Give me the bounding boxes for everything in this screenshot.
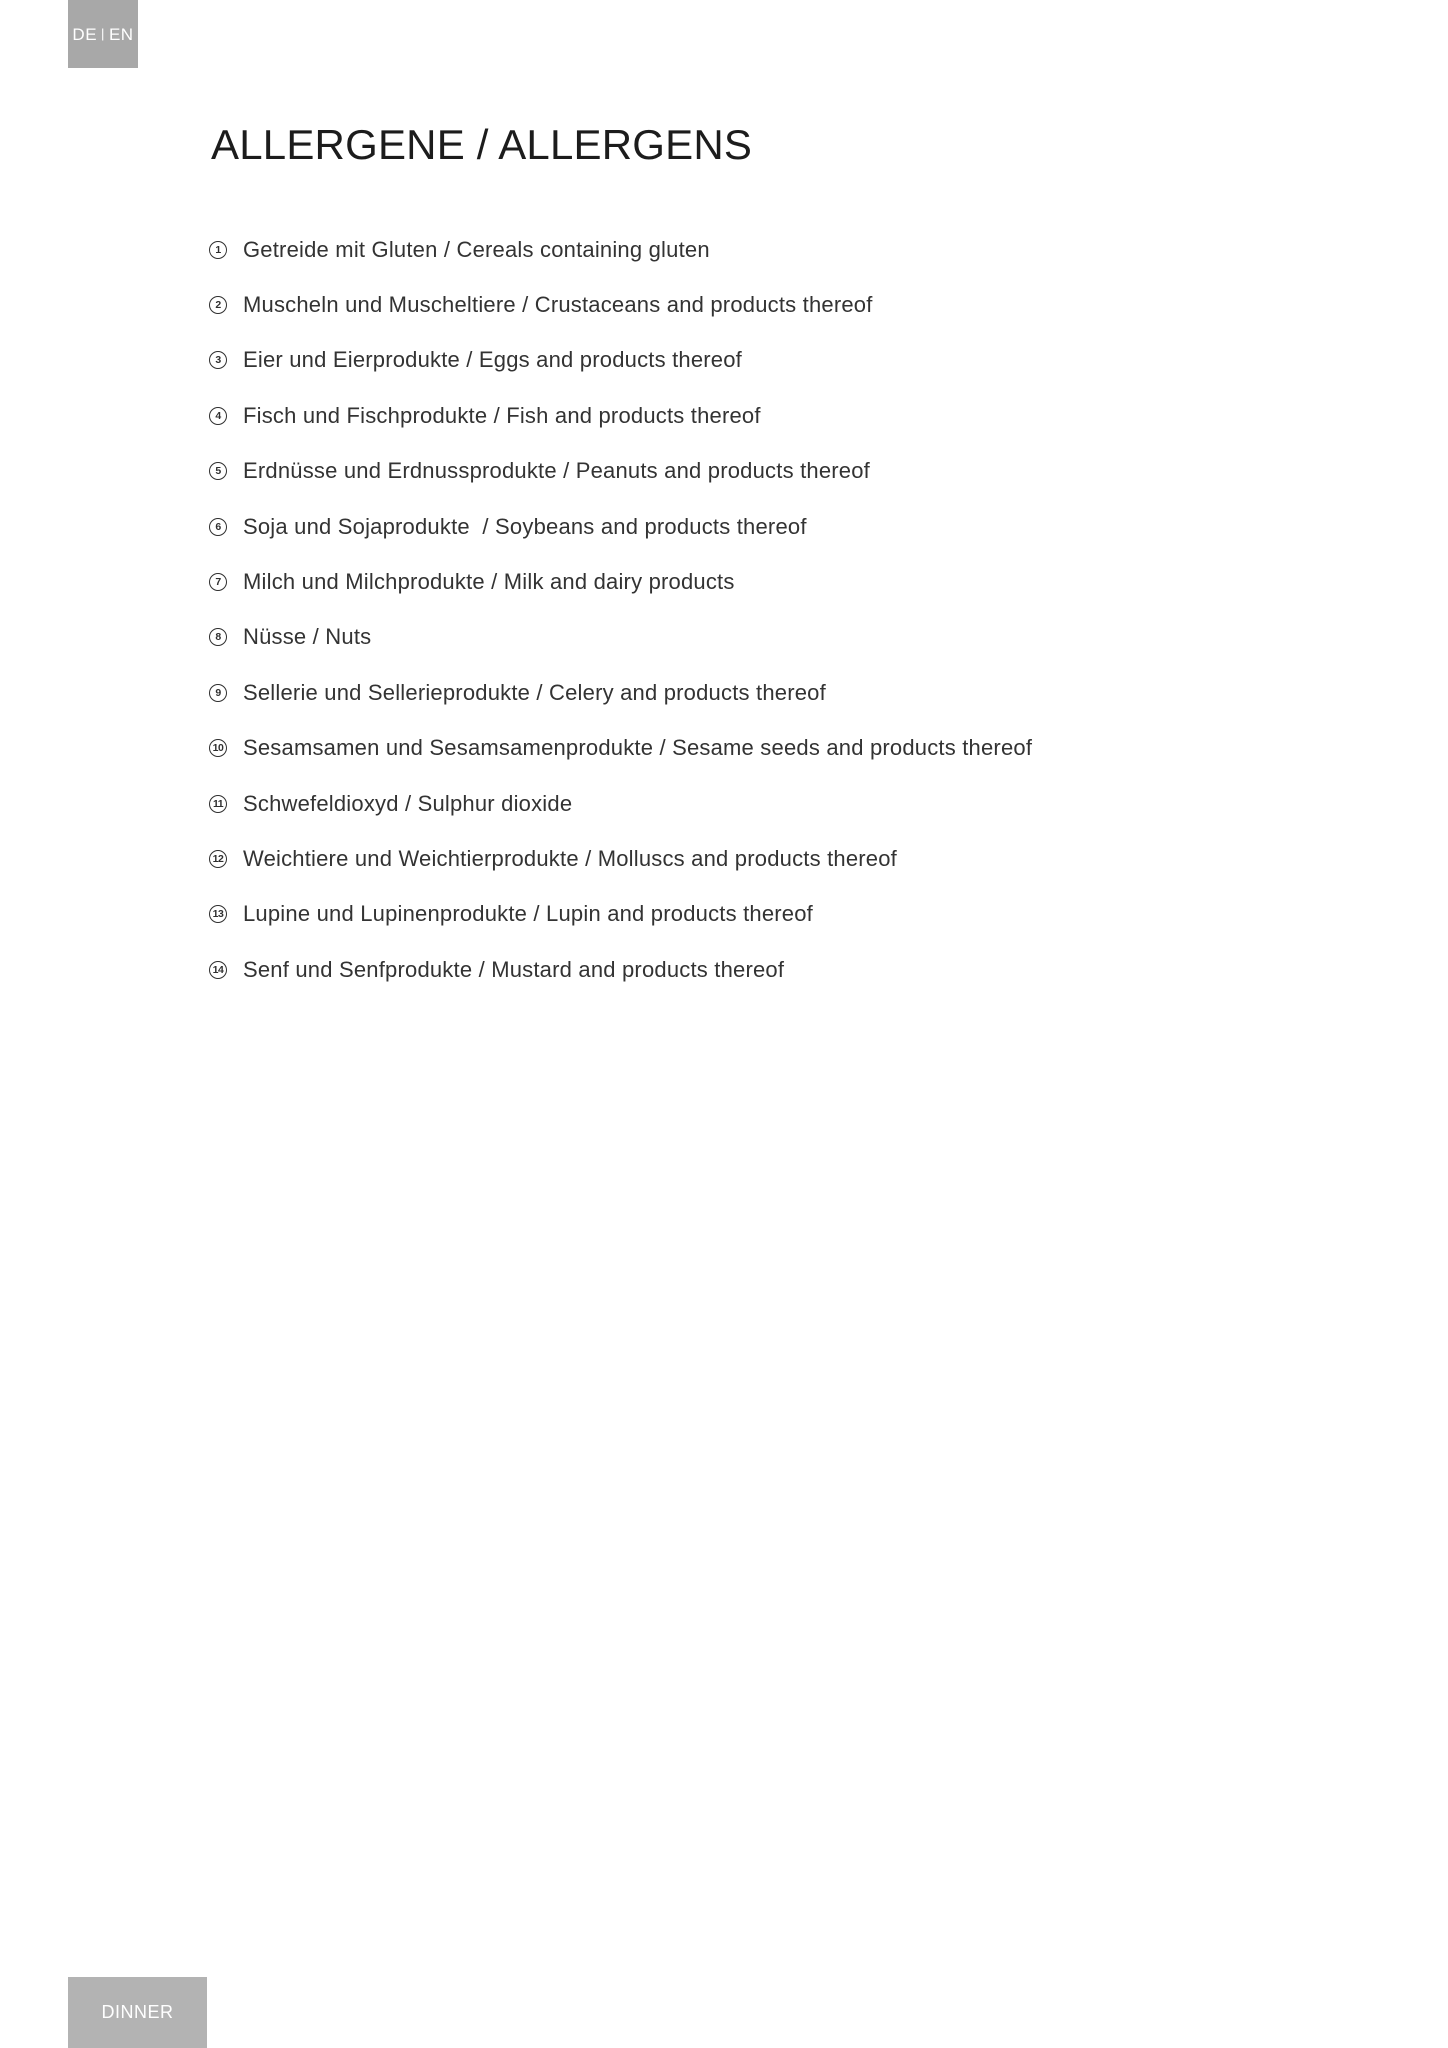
allergen-row [209, 665, 1032, 720]
allergen-label: Schwefeldioxyd / Sulphur dioxide [243, 790, 573, 816]
allergen-label: Erdnüsse und Erdnussprodukte / Peanuts and products thereof [243, 458, 870, 484]
allergen-row [209, 388, 1032, 443]
allergen-row [209, 776, 1032, 831]
language-separator: | [101, 25, 105, 41]
dinner-tab-label: DINNER [101, 2002, 174, 2022]
circled-number-icon: 11 [209, 795, 227, 813]
circled-number-icon: 1 [209, 241, 227, 259]
circled-number-icon: 8 [209, 628, 227, 646]
allergen-row [209, 942, 1032, 997]
allergen-list [209, 222, 1032, 997]
allergen-label: Sesamsamen und Sesamsamenprodukte / Sesame seeds and products thereof [243, 735, 1033, 761]
allergen-row [209, 887, 1032, 942]
circled-number-icon: 7 [209, 573, 227, 591]
allergen-row [209, 222, 1032, 277]
circled-number-icon: 13 [209, 905, 227, 923]
language-option-de[interactable]: DE [72, 24, 98, 44]
dinner-tab-button[interactable] [68, 1977, 207, 2048]
language-switcher[interactable] [68, 0, 138, 68]
circled-number-icon: 4 [209, 407, 227, 425]
allergen-label: Soja und Sojaprodukte / Soybeans and products thereof [243, 513, 807, 539]
circled-number-icon: 14 [209, 961, 227, 979]
circled-number-icon: 2 [209, 296, 227, 314]
allergen-label: Muscheln und Muscheltiere / Crustaceans and products thereof [243, 292, 873, 318]
allergen-label: Weichtiere und Weichtierprodukte / Molluscs and products thereof [243, 845, 897, 871]
allergen-label: Fisch und Fischprodukte / Fish and products thereof [243, 402, 761, 428]
allergen-row [209, 554, 1032, 609]
circled-number-icon: 12 [209, 850, 227, 868]
circled-number-icon: 5 [209, 462, 227, 480]
page-title: ALLERGENE / ALLERGENS [211, 121, 753, 169]
allergen-row [209, 277, 1032, 332]
allergen-label: Sellerie und Sellerieprodukte / Celery and products thereof [243, 679, 826, 705]
allergen-row [209, 610, 1032, 665]
circled-number-icon: 9 [209, 684, 227, 702]
allergen-label: Getreide mit Gluten / Cereals containing gluten [243, 236, 710, 262]
allergen-row [209, 444, 1032, 499]
allergen-label: Senf und Senfprodukte / Mustard and products thereof [243, 956, 785, 982]
language-option-en[interactable]: EN [108, 24, 134, 44]
allergen-row [209, 721, 1032, 776]
circled-number-icon: 10 [209, 739, 227, 757]
allergen-label: Nüsse / Nuts [243, 624, 372, 650]
allergen-row [209, 499, 1032, 554]
circled-number-icon: 3 [209, 351, 227, 369]
allergen-label: Lupine und Lupinenprodukte / Lupin and products thereof [243, 901, 813, 927]
allergen-label: Milch und Milchprodukte / Milk and dairy products [243, 569, 735, 595]
circled-number-icon: 6 [209, 518, 227, 536]
allergen-row [209, 333, 1032, 388]
allergen-row [209, 831, 1032, 886]
allergen-label: Eier und Eierprodukte / Eggs and products thereof [243, 347, 742, 373]
